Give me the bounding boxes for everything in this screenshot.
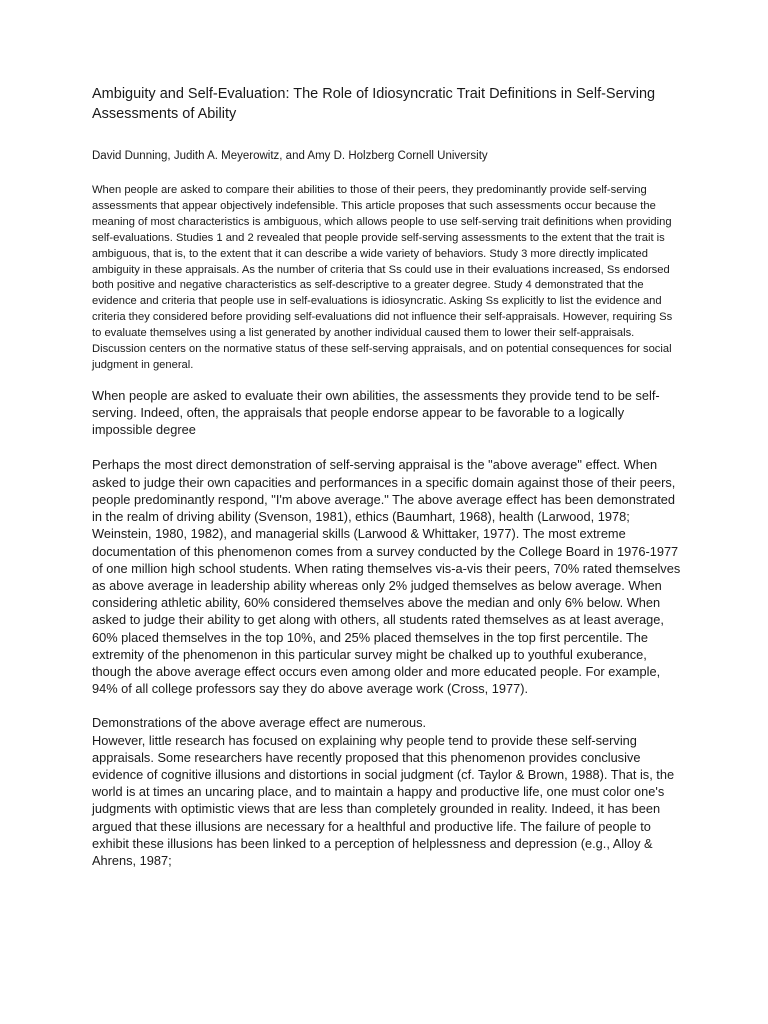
document-title: Ambiguity and Self-Evaluation: The Role of Idiosyncratic Trait Definitions in Self-Serving Assessments of Ability [92, 86, 656, 122]
body-paragraph-2: Perhaps the most direct demonstration of self-serving appraisal is the "above average" effect. When asked to judge their own capacities and performances in a specific domain against those of their peers, people predominantly respond, "I'm above average." The above average effect has been demonstrated in the realm of driving ability (Svenson, 1981), ethics (Baumhart, 1968), health (Larwood, 1978; Weinstein, 1980, 1982), and managerial skills (Larwood & Whittaker, 1977). The most extreme documentation of this phenomenon comes from a survey conducted by the College Board in 1976-1977 of one million high school students. When rating themselves vis-a-vis their peers, 70% rated themselves as above average in leadership ability whereas only 2% judged themselves as below average. When considering athletic ability, 60% considered themselves above the median and only 6% below. When asked to judge their ability to get along with others, all students rated themselves as at least average, 60% placed themselves in the top 10%, and 25% placed themselves in the top first percentile. The extremity of the phenomenon in this particular survey might be chalked up to youthful exuberance, though the above average effect occurs even among older and more educated people. For example, 94% of all college professors say they do above average work (Cross, 1977). [92, 457, 681, 697]
author-line: David Dunning, Judith A. Meyerowitz, and Amy D. Holzberg Cornell University [92, 150, 488, 162]
body-paragraph-3: Demonstrations of the above average effect are numerous. [92, 715, 427, 731]
body-paragraph-4: However, little research has focused on explaining why people tend to provide these self-serving appraisals. Some researchers have recently proposed that this phenomenon provides conclusive evidence of cognitive illusions and distortions in social judgment (cf. Taylor & Brown, 1988). That is, the world is at times an uncaring place, and to maintain a happy and productive life, one must color one's judgments with optimistic views that are less than completely grounded in reality. Indeed, it has been argued that these illusions are necessary for a healthful and productive life. The failure of people to exhibit these illusions has been linked to a perception of helplessness and depression (e.g., Alloy & Ahrens, 1987; [92, 732, 675, 868]
abstract: When people are asked to compare their abilities to those of their peers, they predominantly provide self-serving assessments that appear objectively indefensible. This article proposes that such assessments occur because the meaning of most characteristics is ambiguous, which allows people to use self-serving trait definitions when providing self-evaluations. Studies 1 and 2 revealed that people provide self-serving assessments to the extent that the trait is ambiguous, that is, to the extent that it can describe a wide variety of behaviors. Study 3 more directly implicated ambiguity in these appraisals. As the number of criteria that Ss could use in their evaluations increased, Ss endorsed both positive and negative characteristics as self-descriptive to a greater degree. Study 4 demonstrated that the evidence and criteria that people use in self-evaluations is idiosyncratic. Asking Ss explicitly to list the evidence and criteria they considered before providing self-evaluations did not influence their self-appraisals. However, requiring Ss to evaluate themselves using a list generated by another individual caused them to lower their self-appraisals. Discussion centers on the normative status of these self-serving appraisals, and on potential consequences for social judgment in general. [92, 184, 673, 371]
document-page [92, 84, 682, 869]
body-paragraph-1: When people are asked to evaluate their own abilities, the assessments they provide tend to be self-serving. Indeed, often, the appraisals that people endorse appear to be favorable to a logically impossible degree [92, 387, 660, 438]
